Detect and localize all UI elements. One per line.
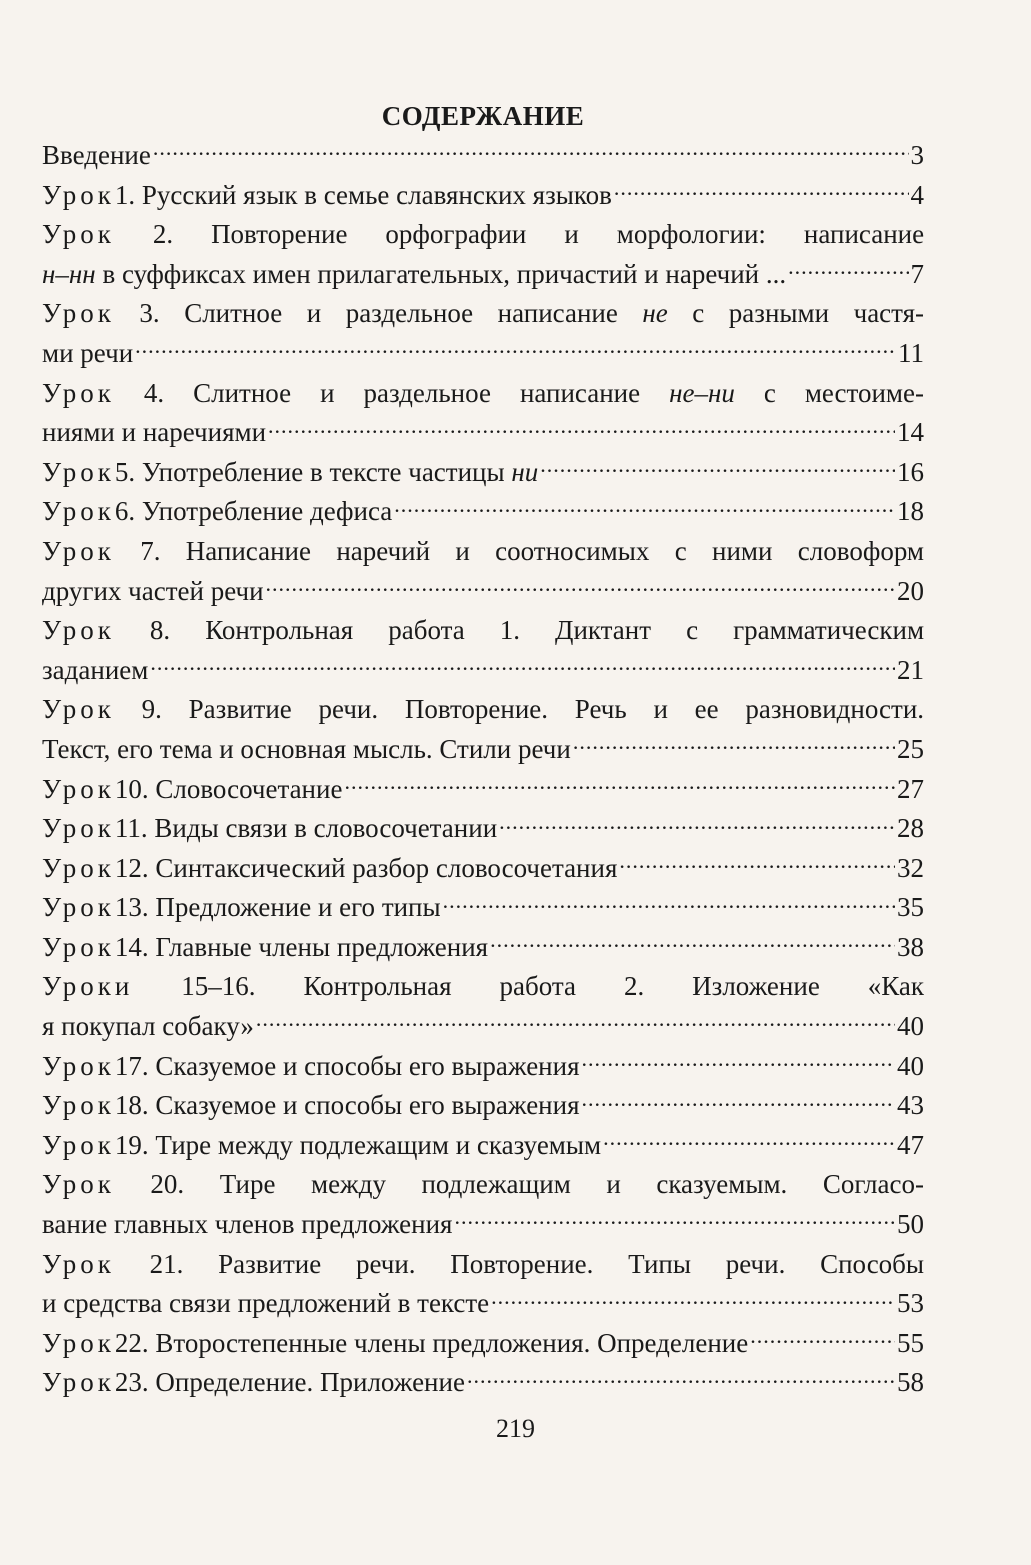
toc-entry — [42, 1245, 924, 1324]
toc-entry-prefix: Урок — [42, 219, 115, 250]
toc-entry — [42, 1165, 924, 1244]
toc-entry-line — [42, 1047, 924, 1087]
toc-entry-text: 3. Слитное и раздельное написание не с разными частя- — [139, 298, 925, 329]
toc-entry-text: 20. Тире между подлежащим и сказуемым. Согласо- — [150, 1169, 924, 1200]
toc-entry — [42, 1047, 924, 1087]
page-title: СОДЕРЖАНИЕ — [381, 101, 585, 131]
toc-entry-page: 14 — [897, 417, 924, 448]
toc-entry-line — [42, 770, 924, 810]
toc-entry-line — [42, 1126, 924, 1166]
toc-entry-text: 10. Словосочетание — [114, 773, 343, 804]
dot-leader — [788, 256, 908, 283]
toc-entry-prefix: Урок — [42, 931, 115, 962]
toc-entry-page: 11 — [898, 337, 924, 368]
toc-entry-prefix: Урок — [42, 298, 115, 329]
toc-entry-text: ниями и наречиями — [42, 417, 267, 448]
toc-entry-text: н–нн в суффиксах имен прилагательных, причастий и наречий ... — [42, 258, 787, 289]
toc-entry-line — [42, 1284, 924, 1324]
toc-entry-text: Текст, его тема и основная мысль. Стили речи — [42, 733, 571, 764]
toc-entry-page: 28 — [897, 813, 924, 844]
toc-entry-text: 6. Употребление дефиса — [114, 496, 393, 527]
toc-entry-page: 16 — [897, 456, 924, 487]
toc-entry-page: 18 — [897, 496, 924, 527]
toc-entry-text: ми речи — [42, 337, 134, 368]
toc-entry-line — [42, 690, 924, 730]
dot-leader — [443, 889, 895, 916]
dot-leader — [467, 1364, 895, 1391]
toc-entry-prefix: Урок — [42, 1169, 115, 1200]
toc-entry-line — [42, 572, 924, 612]
toc-entry-prefix: Урок — [42, 852, 115, 883]
toc-entry-line — [42, 334, 924, 374]
toc-entry-text: 18. Сказуемое и способы его выражения — [114, 1090, 580, 1121]
toc-entry-text: 19. Тире между подлежащим и сказуемым — [114, 1129, 602, 1160]
toc-entry-line — [42, 492, 924, 532]
dot-leader — [153, 137, 909, 164]
toc-entry-prefix: Урок — [42, 813, 115, 844]
toc-entry-text: 1. Русский язык в семье славянских языков — [114, 179, 612, 210]
dot-leader — [582, 1087, 896, 1114]
toc-entry-page: 47 — [897, 1129, 924, 1160]
toc-entry-line — [42, 888, 924, 928]
toc-entry-page: 58 — [897, 1367, 924, 1398]
toc-entry-line — [42, 651, 924, 691]
toc-entry — [42, 136, 924, 176]
toc-entry-text: 7. Написание наречий и соотносимых с ними словоформ — [140, 535, 924, 566]
toc-entry-line — [42, 1324, 924, 1364]
toc-entry-text: 2. Повторение орфографии и морфологии: написание — [152, 219, 925, 250]
toc-entry-prefix: Урок — [42, 1050, 115, 1081]
dot-leader — [135, 335, 896, 362]
toc-entry — [42, 809, 924, 849]
toc-entry — [42, 1324, 924, 1364]
toc-entry-page: 55 — [897, 1327, 924, 1358]
toc-entry-text: 5. Употребление в тексте частицы ни — [114, 456, 539, 487]
dot-leader — [491, 1285, 895, 1312]
toc-entry — [42, 374, 924, 453]
toc-entry-text: Введение — [42, 140, 151, 170]
toc-entry-text: других частей речи — [42, 575, 264, 606]
toc-entry — [42, 492, 924, 532]
toc-entry-prefix: Урок — [42, 535, 115, 566]
toc-entry-text: 11. Виды связи в словосочетании — [114, 813, 498, 844]
toc-entry — [42, 770, 924, 810]
toc-entry-page: 25 — [897, 733, 924, 764]
toc-entry-prefix: Урок — [42, 1327, 115, 1358]
dot-leader — [490, 929, 895, 956]
toc-entry-prefix: Урок — [42, 179, 115, 210]
toc-entry-line — [42, 532, 924, 572]
dot-leader — [573, 731, 895, 758]
toc-entry-text: вание главных членов предложения — [42, 1209, 453, 1240]
toc-entry-line — [42, 294, 924, 334]
toc-entry-line — [42, 1007, 924, 1047]
toc-entry — [42, 176, 924, 216]
toc-entry-text: 8. Контрольная работа 1. Диктант с грамматическим — [149, 615, 925, 646]
toc-entry-prefix: Урок — [42, 615, 115, 646]
dot-leader — [619, 850, 895, 877]
toc-entry — [42, 1363, 924, 1403]
toc-entry-line — [42, 1165, 924, 1205]
dot-leader — [582, 1048, 896, 1075]
dot-leader — [266, 573, 895, 600]
toc-entry-text: 21. Развитие речи. Повторение. Типы речи. Способы — [149, 1248, 925, 1279]
toc-entry-text: 15–16. Контрольная работа 2. Изложение «Как — [181, 971, 925, 1002]
toc-entry-page: 38 — [897, 931, 924, 962]
toc-entry-line — [42, 809, 924, 849]
toc-entry — [42, 928, 924, 968]
toc-entry — [42, 532, 924, 611]
dot-leader — [344, 771, 895, 798]
toc-entry-prefix: Урок — [42, 496, 115, 527]
toc-entry-page: 27 — [897, 773, 924, 804]
toc-entry-text: 12. Синтаксический разбор словосочетания — [114, 852, 618, 883]
toc-entry-text: 23. Определение. Приложение — [114, 1367, 465, 1398]
toc-entry-text: 22. Второстепенные члены предложения. Определение — [114, 1327, 749, 1358]
toc-entry-prefix: Урок — [42, 456, 115, 487]
toc-entry-line — [42, 176, 924, 216]
toc-entry — [42, 611, 924, 690]
toc-entry-page: 43 — [897, 1090, 924, 1121]
toc-entry — [42, 888, 924, 928]
dot-leader — [499, 810, 895, 837]
toc-entry-prefix: Урок — [42, 1129, 115, 1160]
toc-entry-page: 20 — [897, 575, 924, 606]
toc-entry-line — [42, 730, 924, 770]
toc-entry-line — [42, 1086, 924, 1126]
toc-entry-prefix: Урок — [42, 694, 115, 725]
toc-entry-prefix: Урок — [42, 1367, 115, 1398]
toc-entry-line — [42, 374, 924, 414]
toc-entry-line — [42, 453, 924, 493]
toc-entry-line — [42, 928, 924, 968]
dot-leader — [150, 652, 895, 679]
toc-entry-page: 3 — [910, 140, 924, 170]
toc-entry-page: 7 — [910, 258, 924, 289]
toc-entry — [42, 1086, 924, 1126]
dot-leader — [394, 493, 895, 520]
toc-entry-line — [42, 136, 924, 176]
toc-entry-text: я покупал собаку» — [42, 1011, 254, 1042]
toc-entry-prefix: Урок — [42, 1248, 115, 1279]
toc-entry-prefix: Урок — [42, 377, 115, 408]
toc-page — [42, 96, 924, 1403]
dot-leader — [256, 1008, 895, 1035]
toc-entry-line — [42, 611, 924, 651]
toc-entry-line — [42, 1363, 924, 1403]
toc-entry-text: и средства связи предложений в тексте — [42, 1288, 490, 1319]
toc-entry-page: 50 — [897, 1209, 924, 1240]
dot-leader — [454, 1206, 895, 1233]
toc-entry-prefix: Урок — [42, 773, 115, 804]
toc-entry-page: 21 — [897, 654, 924, 685]
toc-entry-prefix: Урок — [42, 892, 115, 923]
toc-entry-page: 40 — [897, 1011, 924, 1042]
toc-entry — [42, 690, 924, 769]
dot-leader — [603, 1127, 895, 1154]
toc-list — [42, 136, 924, 1403]
toc-entry-page: 53 — [897, 1288, 924, 1319]
toc-entry-line — [42, 1205, 924, 1245]
dot-leader — [540, 454, 895, 481]
dot-leader — [614, 177, 909, 204]
toc-entry-text: заданием — [42, 654, 149, 685]
page-number: 219 — [496, 1414, 535, 1443]
toc-entry — [42, 849, 924, 889]
toc-entry-prefix: Уроки — [42, 971, 134, 1002]
toc-entry-prefix: Урок — [42, 1090, 115, 1121]
toc-entry-page: 32 — [897, 852, 924, 883]
toc-entry-line — [42, 849, 924, 889]
toc-entry-line — [42, 215, 924, 255]
toc-entry-text: 14. Главные члены предложения — [114, 931, 489, 962]
dot-leader — [750, 1325, 895, 1352]
toc-entry-page: 40 — [897, 1050, 924, 1081]
toc-entry-line — [42, 967, 924, 1007]
toc-entry — [42, 294, 924, 373]
toc-entry-line — [42, 255, 924, 295]
toc-entry-text: 13. Предложение и его типы — [114, 892, 441, 923]
toc-entry-text: 4. Слитное и раздельное написание не–ни с местоиме- — [143, 377, 924, 408]
toc-entry-text: 17. Сказуемое и способы его выражения — [114, 1050, 580, 1081]
toc-entry-page: 35 — [897, 892, 924, 923]
toc-entry-line — [42, 413, 924, 453]
toc-entry — [42, 215, 924, 294]
toc-entry-page: 4 — [910, 179, 924, 210]
toc-entry-text: 9. Развитие речи. Повторение. Речь и ее разновидности. — [141, 694, 925, 725]
dot-leader — [268, 414, 895, 441]
toc-entry — [42, 1126, 924, 1166]
toc-entry — [42, 453, 924, 493]
toc-entry-line — [42, 1245, 924, 1285]
toc-entry — [42, 967, 924, 1046]
